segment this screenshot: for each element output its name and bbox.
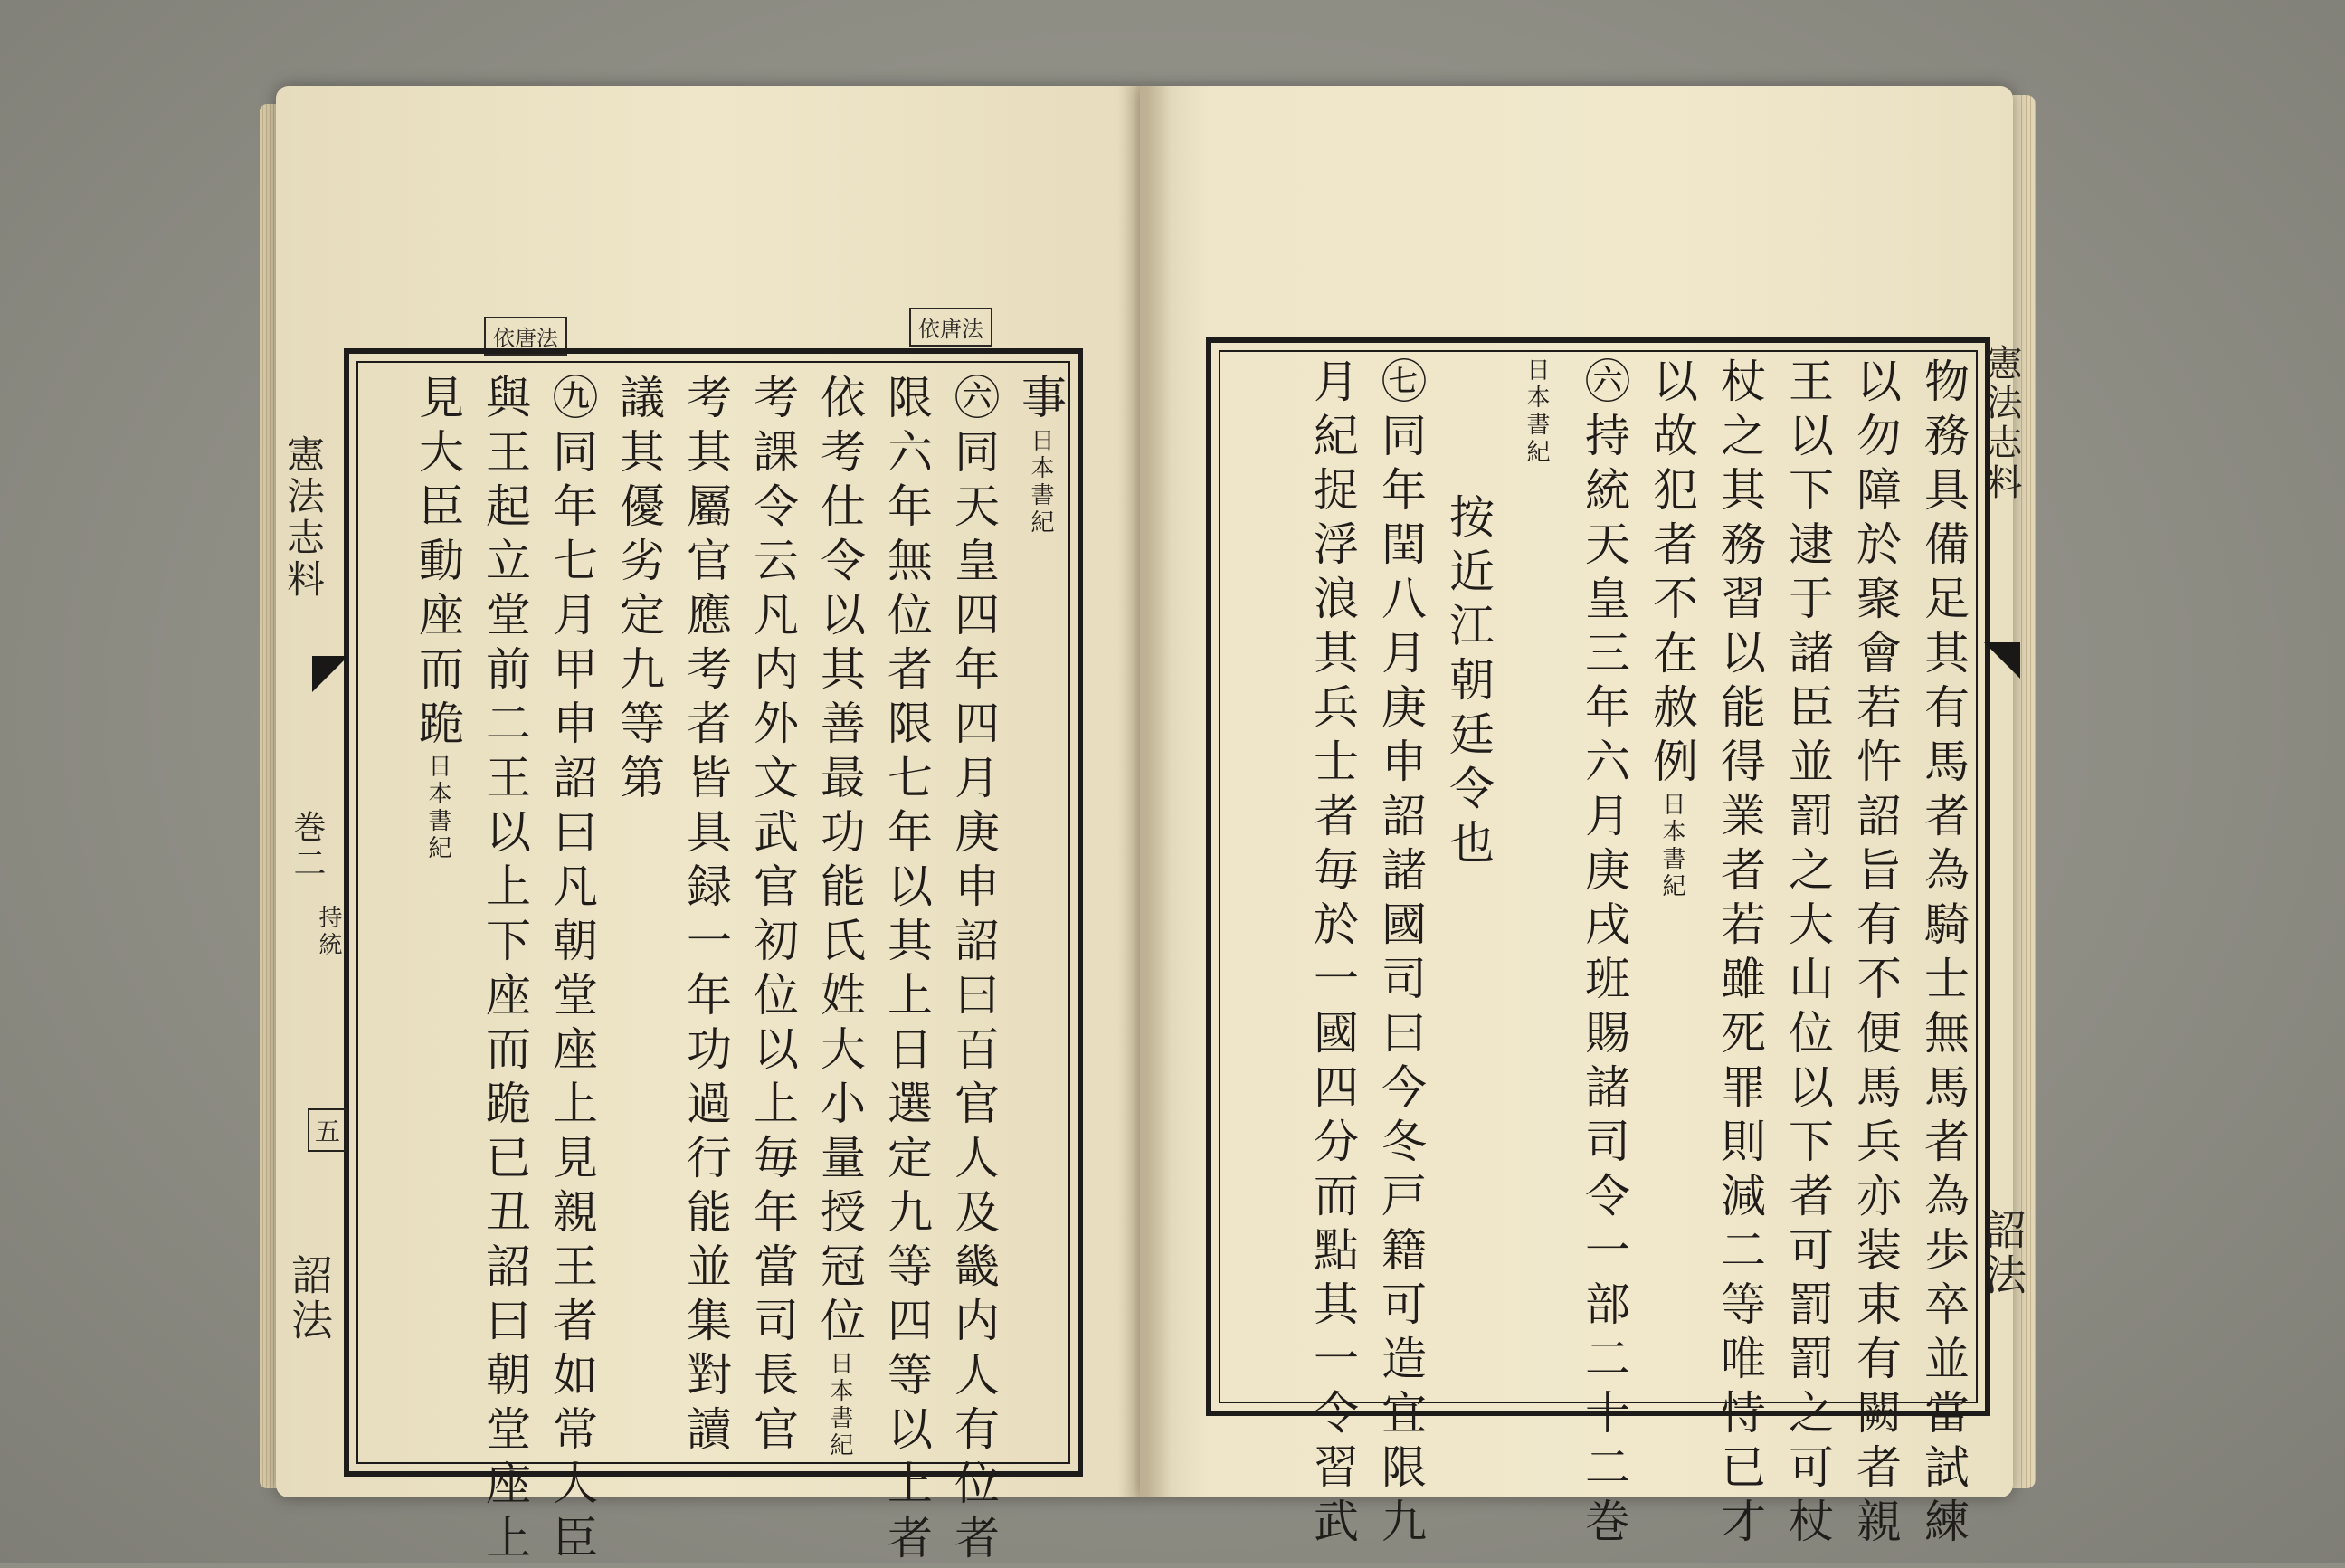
text-column: 物務具備足其有馬者為騎士無馬者為歩卒並當試練 bbox=[1917, 357, 1970, 1552]
left-spine-volume: 巻二 bbox=[289, 810, 326, 882]
text-column: ㊅同天皇四年四月庚申詔曰百官人及畿内人有位者 bbox=[947, 374, 1000, 1568]
text-column: 王以下逮于諸臣並罰之大山位以下者可罰罰之可杖 bbox=[1781, 357, 1834, 1552]
right-spine-title: 憲法志料 bbox=[1980, 344, 2022, 503]
text-column: 考其屬官應考者皆具録一年功過行能並集對讀 bbox=[679, 374, 732, 1459]
right-fishtail-mark bbox=[1984, 642, 2020, 679]
text-column: 以故犯者不在赦例日本書紀 bbox=[1646, 357, 1698, 900]
text-column: ㊆同年閏八月庚申詔諸國司曰今冬戸籍可造宜限九 bbox=[1374, 357, 1427, 1552]
text-column: 以勿障於聚會若忤詔旨有不便馬兵亦装束有闕者親 bbox=[1849, 357, 1902, 1552]
source-note: 日本書紀 bbox=[1658, 792, 1685, 900]
open-book bbox=[276, 86, 2027, 1568]
text-column: 杖之其務習以能得業者若雖死罪則減二等唯恃已才 bbox=[1714, 357, 1766, 1552]
margin-tab-left-2: 依唐法 bbox=[909, 308, 992, 347]
left-text-columns bbox=[366, 374, 1067, 1568]
left-spine-bottom: 詔法 bbox=[285, 1253, 334, 1344]
left-fishtail-mark bbox=[312, 656, 348, 692]
left-spine-reign: 持統 bbox=[315, 905, 342, 959]
right-text-columns bbox=[1224, 357, 1970, 1552]
text-column: ㊅持統天皇三年六月庚戌班賜諸司令一部二十二巻 bbox=[1578, 357, 1630, 1552]
text-column: ㊈同年七月甲申詔曰凡朝堂座上見親王者如常大臣 bbox=[546, 374, 598, 1568]
margin-tab-left-1: 依唐法 bbox=[484, 317, 567, 356]
text-column: 與王起立堂前二王以上下座而跪已丑詔曰朝堂座上 bbox=[479, 374, 531, 1568]
left-spine-title bbox=[281, 434, 330, 796]
book-gutter bbox=[1117, 86, 1172, 1497]
text-column: 按近江朝廷令也 bbox=[1442, 493, 1495, 873]
right-spine-bottom: 詔法 bbox=[1979, 1208, 2027, 1298]
text-column: 限六年無位者限七年以其上日選定九等四等以上者 bbox=[880, 374, 933, 1568]
text-column: 議其優劣定九等第 bbox=[612, 374, 665, 808]
text-column: 考課令云凡内外文武官初位以上毎年當司長官 bbox=[746, 374, 799, 1459]
source-note: 日本書紀 bbox=[424, 754, 451, 862]
source-note: 日本書紀 bbox=[826, 1351, 853, 1459]
source-note: 日本書紀 bbox=[1027, 428, 1054, 537]
page-number: 五 bbox=[308, 1108, 347, 1152]
source-note: 日本書紀 bbox=[1523, 357, 1550, 466]
text-column bbox=[1491, 357, 1559, 1398]
spine-title: 憲法志料 bbox=[281, 434, 326, 601]
text-column: 月紀捉浮浪其兵士者毎於一國四分而點其一令習武 bbox=[1306, 357, 1359, 1552]
text-column: 見大臣動座而跪日本書紀 bbox=[412, 374, 464, 862]
text-column: 依考仕令以其善最功能氏姓大小量授冠位日本書紀 bbox=[813, 374, 866, 1459]
text-column: 事日本書紀 bbox=[1014, 374, 1067, 537]
